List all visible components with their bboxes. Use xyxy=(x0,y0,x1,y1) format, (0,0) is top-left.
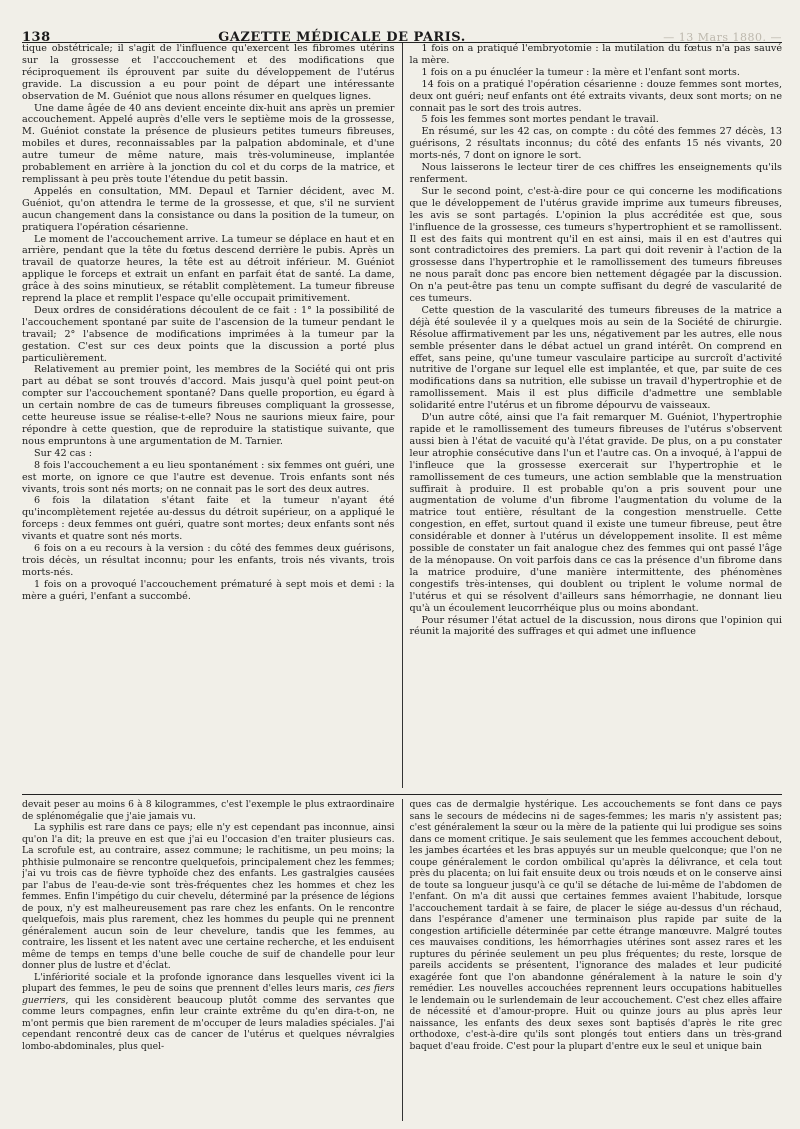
bottom-left-column xyxy=(22,799,403,1121)
paragraph: Relativement au premier point, les membres de la Société qui ont pris part au débat se sont trouvés d'accord. Mais jusqu'à quel point peut-on compter sur l'accouchement spontané? Dans quelle proportion, eu égard à un certain nombre de cas de tumeurs fibreuses compliquant la grossesse, cette heureuse issue se réalise-t-elle? Nous ne saurions mieux faire, pour répondre à cette question, que de reproduire la statistique suivante, que nous empruntons à une argumentation de M. Tarnier. xyxy=(22,364,395,447)
page-header xyxy=(22,0,782,45)
top-right-column xyxy=(403,43,783,788)
paragraph: 6 fois on a eu recours à la version : du côté des femmes deux guérisons, trois décès, un résultat inconnu; pour les enfants, trois nés vivants, trois morts-nés. xyxy=(22,543,395,578)
page-number: 138 xyxy=(22,30,51,45)
top-article xyxy=(22,43,782,788)
paragraph: D'un autre côté, ainsi que l'a fait remarquer M. Guéniot, l'hypertrophie rapide et le ramollissement des tumeurs fibreuses de l'utérus s'observent aussi bien à l'état de vacuité qu'à l'état gravide. De plus, on a pu constater leur atrophie consécutive dans l'un et l'autre cas. On a invoqué, à l'appui de l'infleuce que la grossesse exercerait sur l'hypertrophie et le ramollissement de ces tumeurs, une action semblable que la menstruation suffirait à produire. Il est probable qu'on a pris souvent pour une augmentation de volume d'un fibrome l'augmentation du volume de la matrice tout entière, résultant de la congestion menstruelle. Cette congestion, en effet, surtout quand il existe une tumeur fibreuse, peut être considérable et donner à l'utérus un développement insolite. Il est même possible de constater un fait analogue chez des femmes qui ont passé l'âge de la ménopause. On voit parfois dans ce cas la présence d'un fibrome dans la matrice produire, d'une manière intermittente, des phénomènes congestifs très-intenses, qui doublent ou triplent le volume normal de l'utérus et qui se résolvent d'ailleurs sans hémorrhagie, ne donnant lieu qu'à un écoulement leucorrhéique plus ou moins abondant. xyxy=(409,412,782,614)
bottom-article xyxy=(22,799,782,1121)
paragraph: 8 fois l'accouchement a eu lieu spontanément : six femmes ont guéri, une est morte, on ignore ce que l'autre est devenue. Trois enfants sont nés vivants, trois sont nés morts; on ne connait pas le sort des deux autres. xyxy=(22,459,395,495)
paragraph: Sur le second point, c'est-à-dire pour ce qui concerne les modifications que le développement de l'utérus gravide imprime aux tumeurs fibreuses, les avis se sont partagés. L'opinion la plus accréditée est que, sous l'influence de la grossesse, ces tumeurs s'hypertrophient et se ramollissent. Il est des faits qui montrent qu'il en est ainsi, mais il en est d'autres qui sont contradictoires des premiers. La part qui doit revenir à l'action de la grossesse dans l'hypertrophie et le ramollissement des tumeurs fibreuses ne nous paraît donc pas encore bien nettement dégagée par la discussion. On n'a peut-être pas tenu un compte suffisant du degré de vascularité de ces tumeurs. xyxy=(409,185,782,305)
text-run: L'infériorité sociale et la profonde ignorance dans lesquelles vivent ici la plupart des femmes, le peu de soins que prennent d'elles leurs maris, xyxy=(22,971,395,994)
paragraph: 1 fois on a provoqué l'accouchement prématuré à sept mois et demi : la mère a guéri, l'enfant a succombé. xyxy=(22,578,395,602)
paragraph: Cette question de la vascularité des tumeurs fibreuses de la matrice a déjà été soulevée il y a quelques mois au sein de la Société de chirurgie. Résolue affirmativement par les uns, négativement par les autres, elle nous semble présenter dans le débat actuel un grand intérêt. On comprend en effet, sans peine, qu'une tumeur vasculaire participe au surcroît d'activité nutritive de l'organe sur lequel elle est implantée, et que, par suite de ces modifications dans sa nutrition, elle subisse un travail d'hypertrophie et de ramollissement. Mais il est plus difficile d'admettre une semblable solidarité entre l'utérus et un fibrome dépourvu de vaisseaux. xyxy=(409,304,782,412)
show-through-text: — 13 Mars 1880. — xyxy=(663,31,782,44)
paragraph: Pour résumer l'état actuel de la discussion, nous dirons que l'opinion qui réunit la majorité des suffrages et qui admet une influence xyxy=(409,614,782,638)
italic-phrase: ces fiers guerriers xyxy=(22,983,395,1006)
paragraph: 14 fois on a pratiqué l'opération césarienne : douze femmes sont mortes, deux ont guéri; neuf enfants ont été extraits vivants, deux sont morts; on ne connait pas le sort des trois autres. xyxy=(409,78,782,114)
paragraph: 1 fois on a pu énucléer la tumeur : la mère et l'enfant sont morts. xyxy=(421,66,740,78)
paragraph: 5 fois les femmes sont mortes pendant le travail. xyxy=(421,114,659,126)
paragraph: Appelés en consultation, MM. Depaul et Tarnier décident, avec M. Guéniot, qu'on attendra le terme de la grossesse, et que, s'il ne survient aucun changement dans la consistance ou dans la position de la tumeur, on pratiquera l'opération césarienne. xyxy=(22,185,395,233)
paragraph xyxy=(22,972,395,1053)
paragraph: 6 fois la dilatation s'étant faite et la tumeur n'ayant été qu'incomplètement rejetée au-dessus du détroit supérieur, on a appliqué le forceps : deux femmes ont guéri, quatre sont mortes; deux enfants sont nés vivants et quatre sont nés morts. xyxy=(22,495,395,543)
text-run: , qui les considèrent beaucoup plutôt comme des servantes que comme leurs compagnes, enfin leur crainte extrême du qu'en dira-t-on, ne m'ont permis que bien rarement de m'occuper de leurs maladies spéciales. J'ai cependant rencontré deux cas de cancer de l'utérus et quelques névralgies lombo-abdominales, plus quel- xyxy=(22,994,395,1052)
bottom-right-column xyxy=(403,799,783,1121)
paragraph: En résumé, sur les 42 cas, on compte : du côté des femmes 27 décès, 13 guérisons, 2 résultats inconnus; du côté des enfants 15 nés vivants, 20 morts-nés, 7 dont on ignore le sort. xyxy=(409,126,782,162)
paragraph: Sur 42 cas : xyxy=(34,447,92,459)
journal-title: GAZETTE MÉDICALE DE PARIS. xyxy=(218,30,466,45)
paragraph: Le moment de l'accouchement arrive. La tumeur se déplace en haut et en arrière, pendant que la tête du fœtus descend derrière le pubis. Après un travail de quatorze heures, la tête est au détroit inférieur. M. Guéniot applique le forceps et extrait un enfant en parfait état de santé. La dame, grâce à des soins minutieux, se rétablit complètement. La tumeur fibreuse reprend la place et remplit l'espace qu'elle occupait primitivement. xyxy=(22,233,395,305)
paragraph: 1 fois on a pratiqué l'embryotomie : la mutilation du fœtus n'a pas sauvé la mère. xyxy=(409,43,782,66)
paragraph: Une dame âgée de 40 ans devient enceinte dix-huit ans après un premier accouchement. Appelé auprès d'elle vers le septième mois de la grossesse, M. Guéniot constate la présence de plusieurs petites tumeurs fibreuses, mobiles et dures, reconnaissables par la palpation abdominale, et d'une autre tumeur de même nature, mais très-volumineuse, implantée probablement en arrière à la jonction du col et du corps de la matrice, et remplissant à peu près toute l'étendue du petit bassin. xyxy=(22,102,395,185)
paragraph: devait peser au moins 6 à 8 kilogrammes, c'est l'exemple le plus extraordinaire de splénomégalie que j'aie jamais vu. xyxy=(22,799,395,822)
top-left-column xyxy=(22,43,403,788)
paragraph: Nous laisserons le lecteur tirer de ces chiffres les enseignements qu'ils renferment. xyxy=(409,162,782,185)
paragraph: tique obstétricale; il s'agit de l'influence qu'exercent les fibromes utérins sur la grossesse et l'acccouchement et des modifications que réciproquement ils éprouvent par suite du développement de l'utérus gravide. La discussion a eu pour point de départ une intéressante observation de M. Guéniot que nous allons résumer en quelques lignes. xyxy=(22,43,395,102)
paragraph: Deux ordres de considérations découlent de ce fait : 1° la possibilité de l'accouchement spontané par suite de l'ascension de la tumeur pendant le travail; 2° l'absence de modifications imprimées à la tumeur par la gestation. C'est sur ces deux points que la discussion a porté plus particulièrement. xyxy=(22,304,395,364)
paragraph: ques cas de dermalgie hystérique. Les accouchements se font dans ce pays sans le secours de médecins ni de sages-femmes; les maris n'y assistent pas; c'est généralement la sœur ou la mère de la patiente qui lui prodigue ses soins dans ce moment critique. Je sais seulement que les femmes accouchent debout, les jambes écartées et les bras appuyés sur un meuble quelconque; que l'on ne coupe généralement le cordon ombilical qu'après la délivrance, et cela tout près du placenta; on lui fait ensuite deux ou trois nœuds et on le conserve ainsi de toute sa longueur jusqu'à ce qu'il se détache de lui-même de l'abdomen de l'enfant. On m'a dit aussi que certaines femmes avaient l'habitude, lorsque l'accouchement tardait à se faire, de placer le siége au-dessus d'un réchaud, dans l'espérance d'amener une terminaison plus rapide par suite de la congestion artificielle déterminée par cette étrange manœuvre. Malgré toutes ces mauvaises conditions, les hémorrhagies utérines sont assez rares et les ruptures du périnée seulement un peu plus fréquentes; du reste, lorsque de pareils accidents se présentent, l'ignorance des malades et leur pudicité exagérée font que l'on abandonne généralement à la nature le soin d'y remédier. Les nouvelles accouchées reprennent leurs occupations habituelles le lendemain ou le surlendemain de leur accouchement. C'est chez elles affaire de nécessité et d'amour-propre. Huit ou quinze jours au plus après leur naissance, les enfants des deux sexes sont baptisés d'après le rite grec orthodoxe, c'est-à-dire qu'ils sont plongés tout entiers dans un très-grand baquet d'eau froide. C'est pour la plupart d'entre eux le seul et unique bain xyxy=(409,799,782,1052)
paragraph: La syphilis est rare dans ce pays; elle n'y est cependant pas inconnue, ainsi qu'on l'a dit; la preuve en est que j'ai eu l'occasion d'en traiter plusieurs cas. La scrofule est, au contraire, assez commune; le rachitisme, un peu moins; la phthisie pulmonaire se rencontre quelquefois, principalement chez les femmes; j'ai vu trois cas de fièvre typhoïde chez des enfants. Les gastralgies causées par l'abus de l'eau-de-vie sont très-fréquentes chez les hommes et chez les femmes. Enfin l'impétigo du cuir chevelu, déterminé par la présence de légions de poux, n'y est malheureusement pas rare chez les enfants. On le rencontre quelquefois, mais plus rarement, chez les hommes du peuple qui ne prennent généralement aucun soin de leur chevelure, tandis que les femmes, au contraire, les lissent et les natent avec une certaine recherche, et les enduisent même de temps en temps d'une belle couche de suif de chandelle pour leur donner plus de lustre et d'éclat. xyxy=(22,822,395,971)
section-divider xyxy=(22,794,782,795)
